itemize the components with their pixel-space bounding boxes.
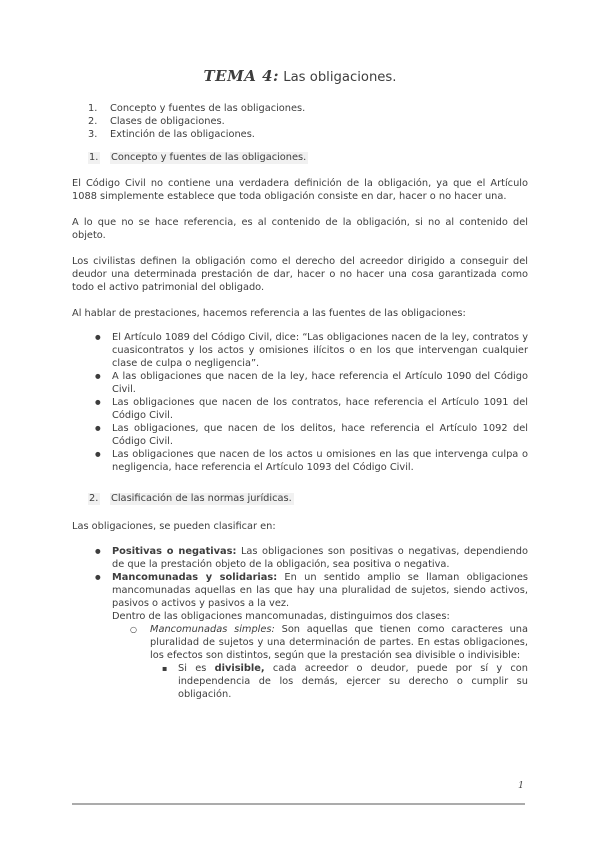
paragraph: Al hablar de prestaciones, hacemos referencia a las fuentes de las obligaciones: [72, 308, 466, 319]
sub-sub-list-item [72, 662, 528, 701]
term-label: Mancomunadas y solidarias: [112, 572, 278, 583]
paragraph: El Código Civil no contiene una verdadera definición de la obligación, ya que el Artículo 1088 simplemente establece que toda obligación consiste en dar, hacer o no hacer una. [72, 178, 528, 202]
list-item-text: Mancomunadas y solidarias: En un sentido amplio se llaman obligaciones mancomunadas aquellas en las que hay una pluralidad de sujetos, siendo activos, pasivos o activos y pasivos a la vez. Dentro de las obligaciones mancomunadas, distinguimos dos clases: [112, 572, 528, 622]
list-item [72, 128, 528, 141]
table-of-contents [72, 102, 528, 141]
sub-list-item [72, 623, 528, 662]
bullet-icon: ● [95, 398, 101, 406]
list-item [72, 571, 528, 623]
list-item [72, 370, 528, 396]
term-label: Mancomunadas simples: [150, 624, 275, 635]
section-1-heading [72, 151, 528, 164]
list-item-text: El Artículo 1089 del Código Civil, dice: “Las obligaciones nacen de la ley, contratos y cuasicontratos y los actos y omisiones ilícitos o en los que intervengan cualquier clase de culpa o negligencia”. [112, 332, 528, 369]
list-item-text: A las obligaciones que nacen de la ley, hace referencia el Artículo 1090 del Código Civil. [112, 371, 528, 395]
square-bullet-icon: ▪ [162, 664, 168, 673]
paragraph: A lo que no se hace referencia, es al contenido de la obligación, si no al contenido del objeto. [72, 217, 528, 241]
footer-divider [72, 803, 525, 805]
list-item-text: Mancomunadas simples: Son aquellas que tienen como caracteres una pluralidad de sujetos y una determinación de partes. En estas obligaciones, los efectos son distintos, según que la prestación sea divisible o indivisible: [150, 624, 528, 661]
page-number: 1 [517, 780, 524, 791]
list-item-text: Las obligaciones que nacen de los contratos, hace referencia el Artículo 1091 del Código Civil. [112, 397, 528, 421]
section-heading-label: Clasificación de las normas jurídicas. [111, 493, 292, 504]
bullet-icon: ● [95, 372, 101, 380]
section-number: 2. [89, 493, 99, 504]
bullet-icon: ● [95, 547, 101, 555]
paragraph: Los civilistas definen la obligación como el derecho del acreedor dirigido a conseguir del deudor una determinada prestación de dar, hacer o no hacer una cosa garantizada como todo el activo patrimonial del obligado. [72, 256, 528, 293]
page-title-text: Las obligaciones. [279, 70, 397, 85]
circle-bullet-icon: ○ [130, 625, 137, 634]
list-item [72, 102, 528, 115]
bullet-icon: ● [95, 333, 101, 341]
list-item [72, 396, 528, 422]
list-item [72, 422, 528, 448]
list-item [72, 331, 528, 370]
page-title [72, 67, 528, 85]
list-item-text: Las obligaciones que nacen de los actos u omisiones en las que intervenga culpa o negligencia, hace referencia el Artículo 1093 del Código Civil. [112, 449, 528, 473]
bullet-icon: ● [95, 450, 101, 458]
sources-bullet-list [72, 331, 528, 474]
list-item [72, 448, 528, 474]
term-label: Positivas o negativas: [112, 546, 237, 557]
list-item-subtext: Dentro de las obligaciones mancomunadas, distinguimos dos clases: [112, 611, 450, 622]
bullet-icon: ● [95, 573, 101, 581]
list-number: 3. [88, 129, 98, 140]
list-item [72, 545, 528, 571]
list-item-text: Si es divisible, cada acreedor o deudor, puede por sí y con independencia de los demás, ejercer su derecho o cumplir su obligación. [178, 663, 528, 700]
list-item-text: Positivas o negativas: Las obligaciones son positivas o negativas, dependiendo de que la prestación objeto de la obligación, sea positiva o negativa. [112, 546, 528, 570]
page-title-topic: TEMA 4: [203, 67, 280, 85]
list-item-label: Concepto y fuentes de las obligaciones. [110, 103, 306, 114]
list-item-label: Clases de obligaciones. [110, 116, 225, 127]
list-item-text: Las obligaciones, que nacen de los delitos, hace referencia el Artículo 1092 del Código Civil. [112, 423, 528, 447]
section-heading-label: Concepto y fuentes de las obligaciones. [111, 152, 307, 163]
section-number: 1. [89, 152, 99, 163]
list-item-label: Extinción de las obligaciones. [110, 129, 255, 140]
section-2-heading [72, 492, 528, 505]
term-label: divisible, [214, 663, 265, 674]
list-number: 2. [88, 116, 98, 127]
paragraph: Las obligaciones, se pueden clasificar en: [72, 521, 276, 532]
list-item [72, 115, 528, 128]
bullet-icon: ● [95, 424, 101, 432]
list-number: 1. [88, 103, 98, 114]
